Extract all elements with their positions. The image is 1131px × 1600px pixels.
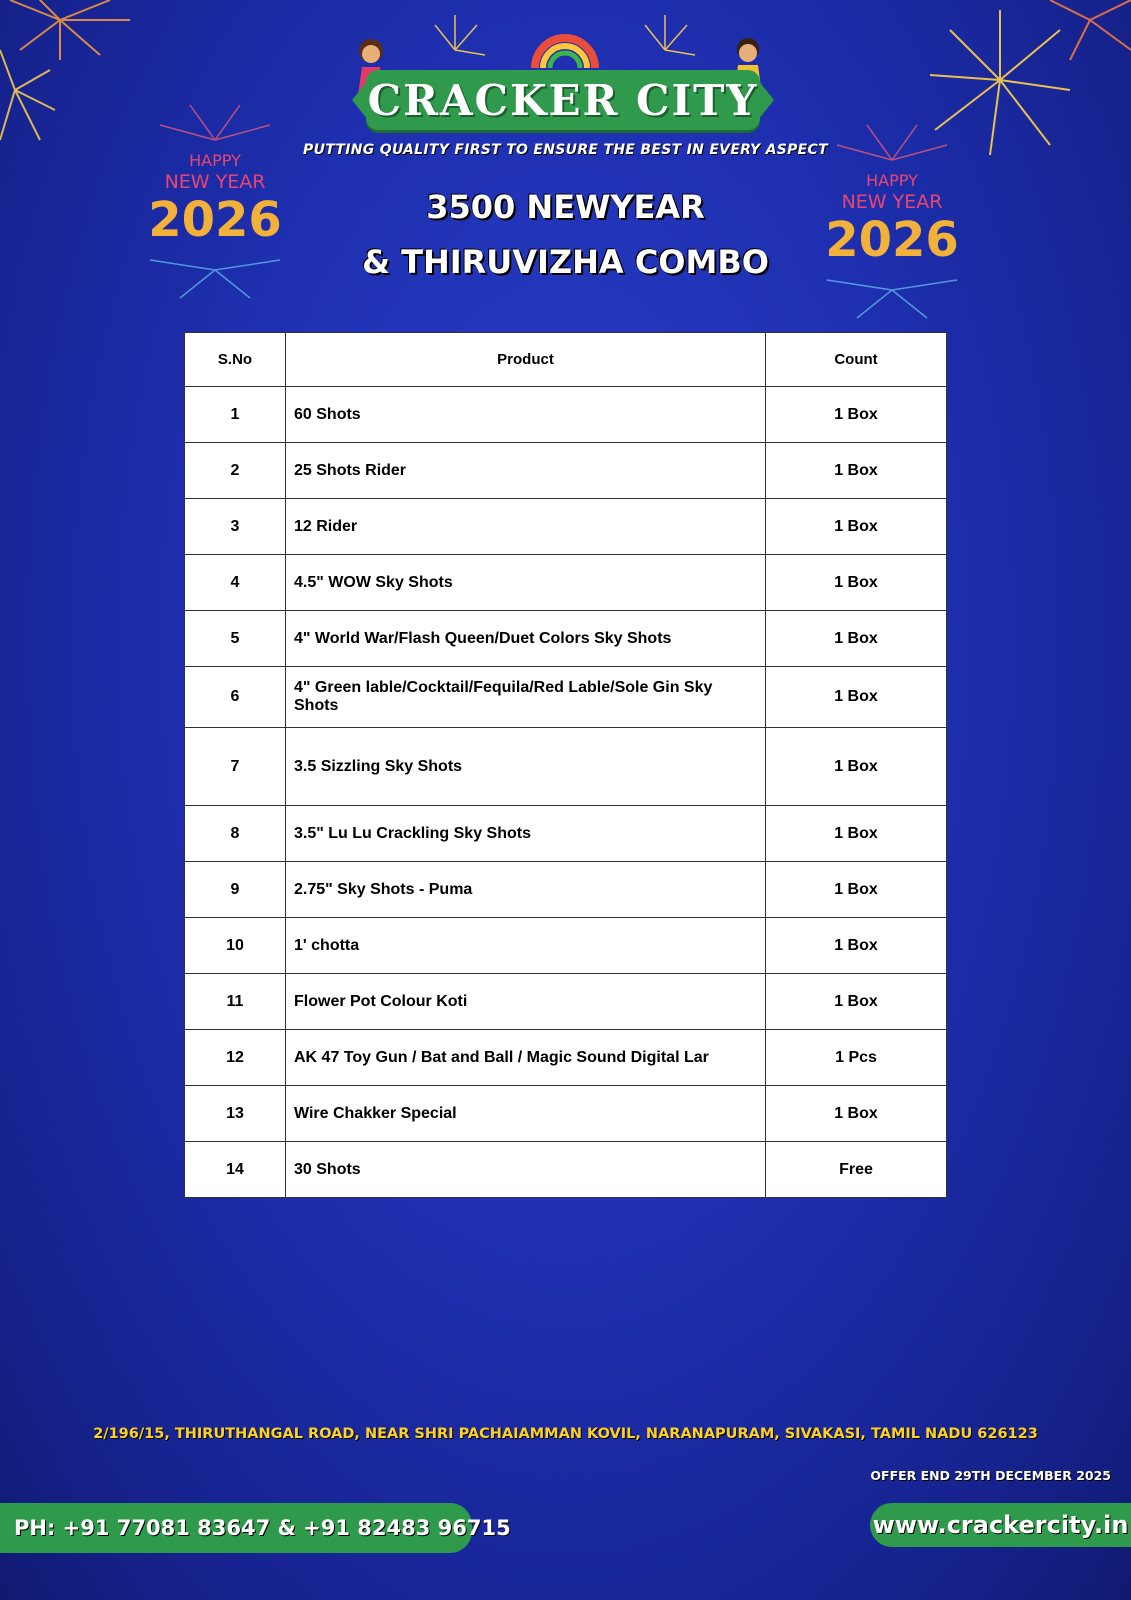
row-product: 25 Shots Rider bbox=[286, 443, 766, 499]
table-row bbox=[185, 555, 947, 611]
row-product: 4.5" WOW Sky Shots bbox=[286, 555, 766, 611]
phone-banner bbox=[0, 1503, 511, 1553]
table-row bbox=[185, 1030, 947, 1086]
row-count: 1 Box bbox=[766, 806, 947, 862]
row-sno: 9 bbox=[185, 862, 286, 918]
store-address: 2/196/15, THIRUTHANGAL ROAD, NEAR SHRI PACHAIAMMAN KOVIL, NARANAPURAM, SIVAKASI, TAMIL NADU 626123 bbox=[93, 1426, 1038, 1442]
brand-logo-text: CRACKER CITY bbox=[367, 75, 759, 125]
header-product: Product bbox=[286, 333, 766, 387]
row-product: 3.5 Sizzling Sky Shots bbox=[286, 728, 766, 806]
row-sno: 3 bbox=[185, 499, 286, 555]
badge-new-year-text: NEW YEAR bbox=[841, 191, 943, 213]
table-row bbox=[185, 918, 947, 974]
page-title-line-2: & THIRUVIZHA COMBO bbox=[362, 243, 769, 281]
table-row bbox=[185, 1142, 947, 1198]
website-banner bbox=[870, 1503, 1131, 1547]
badge-happy-text: HAPPY bbox=[866, 171, 918, 190]
row-count: 1 Box bbox=[766, 555, 947, 611]
row-sno: 6 bbox=[185, 667, 286, 728]
row-sno: 7 bbox=[185, 728, 286, 806]
table-row bbox=[185, 443, 947, 499]
row-product: Wire Chakker Special bbox=[286, 1086, 766, 1142]
table-row bbox=[185, 974, 947, 1030]
table-row bbox=[185, 806, 947, 862]
row-count: Free bbox=[766, 1142, 947, 1198]
row-product: Flower Pot Colour Koti bbox=[286, 974, 766, 1030]
website-link[interactable]: www.crackercity.in bbox=[872, 1511, 1129, 1539]
row-sno: 1 bbox=[185, 387, 286, 443]
row-count: 1 Pcs bbox=[766, 1030, 947, 1086]
row-count: 1 Box bbox=[766, 1086, 947, 1142]
phone-numbers[interactable]: PH: +91 77081 83647 & +91 82483 96715 bbox=[14, 1516, 511, 1540]
row-count: 1 Box bbox=[766, 667, 947, 728]
row-sno: 10 bbox=[185, 918, 286, 974]
row-product: 2.75" Sky Shots - Puma bbox=[286, 862, 766, 918]
table-row bbox=[185, 387, 947, 443]
firework-top-center-decoration bbox=[415, 10, 715, 70]
page-title-line-1: 3500 NEWYEAR bbox=[426, 188, 705, 226]
row-count: 1 Box bbox=[766, 974, 947, 1030]
row-count: 1 Box bbox=[766, 611, 947, 667]
row-product: 4" World War/Flash Queen/Duet Colors Sky Shots bbox=[286, 611, 766, 667]
badge-happy-text: HAPPY bbox=[189, 151, 241, 170]
table-row bbox=[185, 611, 947, 667]
table-row bbox=[185, 862, 947, 918]
offer-end-notice: OFFER END 29TH DECEMBER 2025 bbox=[870, 1468, 1111, 1483]
row-count: 1 Box bbox=[766, 443, 947, 499]
row-product: 4" Green lable/Cocktail/Fequila/Red Lable/Sole Gin Sky Shots bbox=[286, 667, 766, 728]
header-count: Count bbox=[766, 333, 947, 387]
row-product: 12 Rider bbox=[286, 499, 766, 555]
row-count: 1 Box bbox=[766, 387, 947, 443]
row-sno: 2 bbox=[185, 443, 286, 499]
row-sno: 8 bbox=[185, 806, 286, 862]
table-row bbox=[185, 667, 947, 728]
row-count: 1 Box bbox=[766, 918, 947, 974]
row-count: 1 Box bbox=[766, 499, 947, 555]
combo-product-table bbox=[184, 332, 947, 1198]
row-sno: 14 bbox=[185, 1142, 286, 1198]
table-row bbox=[185, 499, 947, 555]
row-sno: 12 bbox=[185, 1030, 286, 1086]
table-row bbox=[185, 1086, 947, 1142]
row-count: 1 Box bbox=[766, 862, 947, 918]
row-sno: 13 bbox=[185, 1086, 286, 1142]
row-count: 1 Box bbox=[766, 728, 947, 806]
table-row bbox=[185, 728, 947, 806]
badge-year-text: 2026 bbox=[148, 192, 282, 248]
row-product: 1' chotta bbox=[286, 918, 766, 974]
row-product: 30 Shots bbox=[286, 1142, 766, 1198]
row-product: AK 47 Toy Gun / Bat and Ball / Magic Sound Digital Lar bbox=[286, 1030, 766, 1086]
row-product: 3.5" Lu Lu Crackling Sky Shots bbox=[286, 806, 766, 862]
row-product: 60 Shots bbox=[286, 387, 766, 443]
badge-new-year-text: NEW YEAR bbox=[164, 171, 266, 193]
row-sno: 5 bbox=[185, 611, 286, 667]
badge-year-text: 2026 bbox=[825, 212, 959, 268]
row-sno: 4 bbox=[185, 555, 286, 611]
table-header-row bbox=[185, 333, 947, 387]
row-sno: 11 bbox=[185, 974, 286, 1030]
header-sno: S.No bbox=[185, 333, 286, 387]
brand-tagline: PUTTING QUALITY FIRST TO ENSURE THE BEST IN EVERY ASPECT bbox=[303, 142, 828, 158]
brand-banner bbox=[366, 70, 760, 130]
